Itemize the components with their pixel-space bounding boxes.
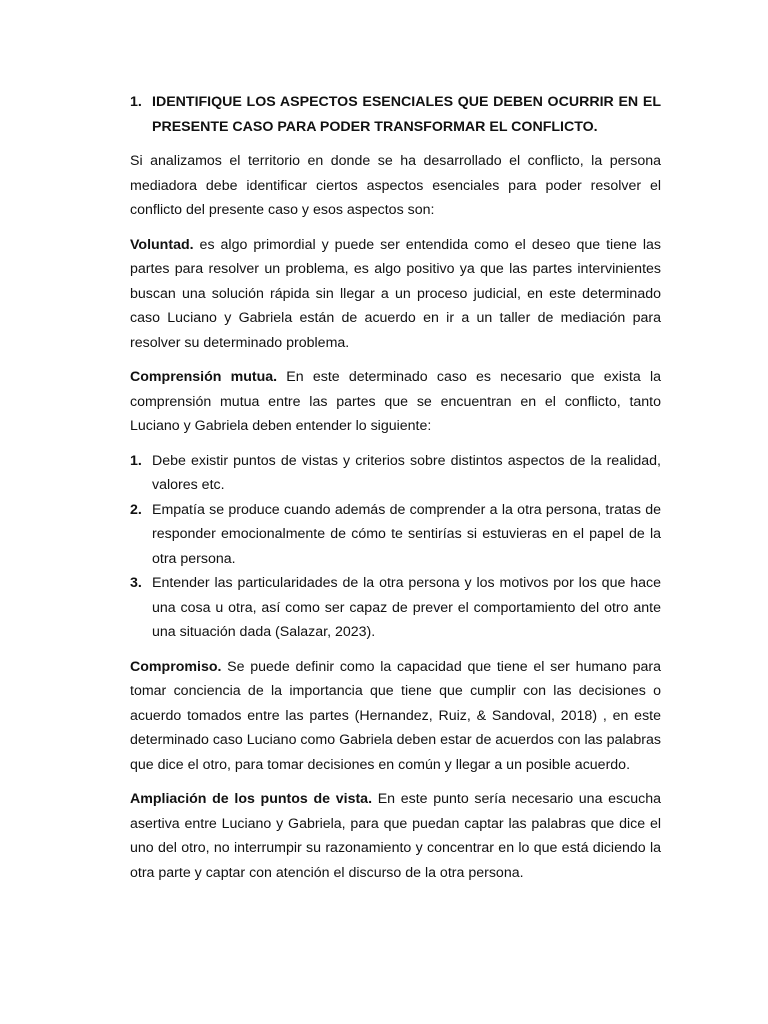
voluntad-term: Voluntad. bbox=[130, 236, 194, 253]
comprension-text: En este determinado caso es necesario que exista la comprensión mutua entre las partes que se encuentran en el conflicto, tanto Luciano y Gabriela deben entender lo siguiente: bbox=[130, 369, 661, 434]
voluntad-text: es algo primordial y puede ser entendida como el deseo que tiene las partes para resolver un problema, es algo positivo ya que las partes intervinientes buscan una solución rápida sin llegar a un proceso judicial, en este determinado caso Luciano y Gabriela están de acuerdo en ir a un taller de mediación para resolver su determinado problema. bbox=[130, 236, 661, 351]
compromiso-text: Se puede definir como la capacidad que tiene el ser humano para tomar conciencia de la importancia que tiene que cumplir con las decisiones o acuerdo tomados entre las partes (Hernandez, Ruiz, & Sandoval, 2018) , en este determinado caso Luciano como Gabriela deben estar de acuerdos con las palabras que dice el otro, para tomar decisiones en común y llegar a un posible acuerdo. bbox=[130, 658, 661, 773]
list-item bbox=[130, 449, 661, 498]
list-item bbox=[130, 571, 661, 645]
intro-paragraph: Si analizamos el territorio en donde se ha desarrollado el conflicto, la persona mediadora debe identificar ciertos aspectos esenciales para poder resolver el conflicto del presente caso y esos aspectos son: bbox=[130, 153, 661, 218]
compromiso-term: Compromiso. bbox=[130, 658, 222, 675]
ampliacion-text: En este punto sería necesario una escucha asertiva entre Luciano y Gabriela, para que puedan captar las palabras que dice el uno del otro, no interrumpir su razonamiento y concentrar en lo que está diciendo la otra parte y captar con atención el discurso de la otra persona. bbox=[130, 791, 661, 881]
heading-number: 1. bbox=[130, 94, 142, 110]
section-heading bbox=[130, 90, 661, 139]
list-item-number: 2. bbox=[130, 501, 142, 518]
ampliacion-term: Ampliación de los puntos de vista. bbox=[130, 791, 373, 807]
list-item bbox=[130, 498, 661, 572]
ampliacion-paragraph bbox=[130, 787, 661, 885]
list-item-number: 1. bbox=[130, 452, 142, 469]
comprension-paragraph bbox=[130, 365, 661, 439]
heading-text: IDENTIFIQUE LOS ASPECTOS ESENCIALES QUE DEBEN OCURRIR EN EL PRESENTE CASO PARA PODER TRANSFORMAR EL CONFLICTO. bbox=[152, 94, 661, 135]
voluntad-paragraph bbox=[130, 233, 661, 356]
list-item-text: Empatía se produce cuando además de comprender a la otra persona, tratas de responder emocionalmente de cómo te sentirías si estuvieras en el papel de la otra persona. bbox=[152, 501, 661, 567]
list-item-number: 3. bbox=[130, 575, 142, 591]
comprension-term: Comprensión mutua. bbox=[130, 369, 278, 385]
numbered-list bbox=[130, 449, 661, 645]
list-item-text: Entender las particularidades de la otra persona y los motivos por los que hace una cosa u otra, así como ser capaz de prever el comportamiento del otro ante una situación dada (Salazar, 2023). bbox=[152, 575, 661, 640]
document-page bbox=[130, 90, 661, 895]
list-item-text: Debe existir puntos de vistas y criterios sobre distintos aspectos de la realidad, valores etc. bbox=[152, 452, 661, 493]
compromiso-paragraph bbox=[130, 655, 661, 778]
